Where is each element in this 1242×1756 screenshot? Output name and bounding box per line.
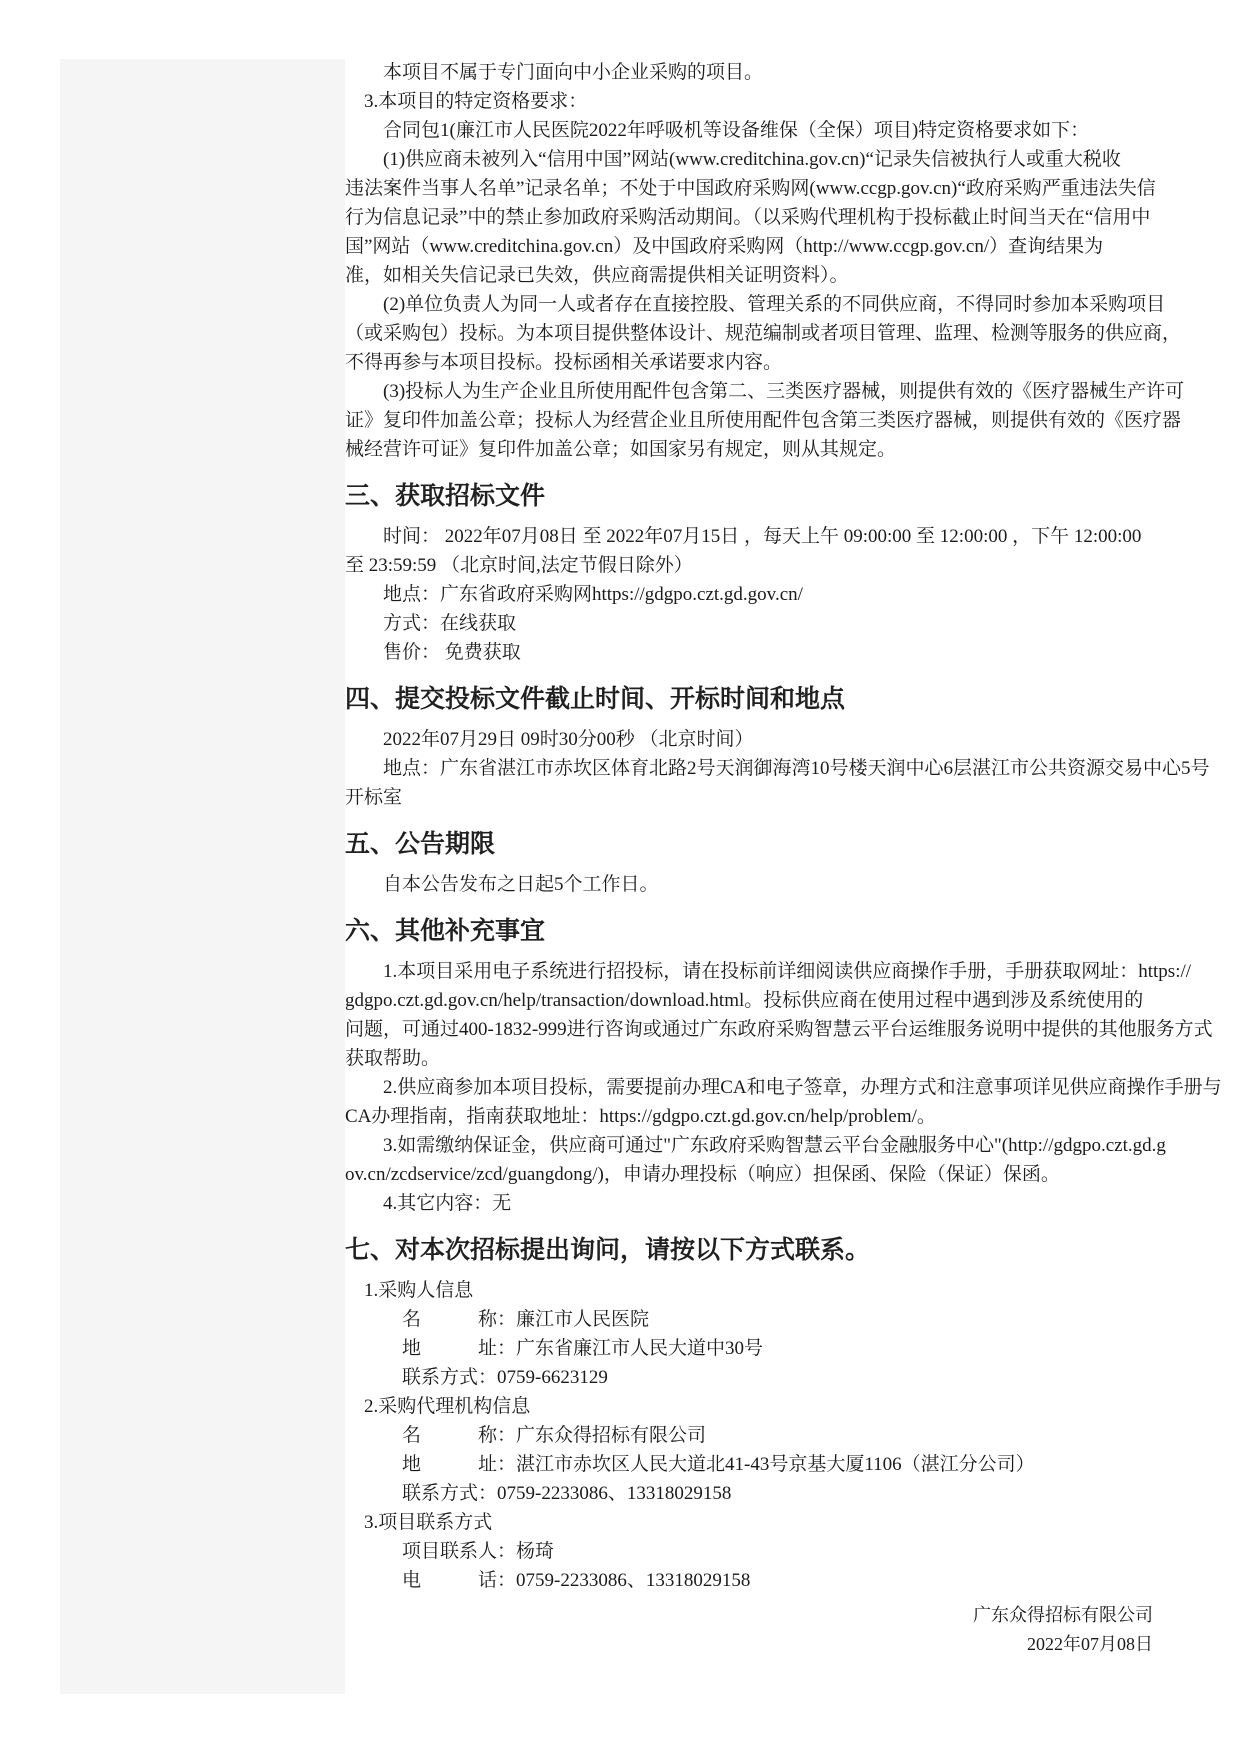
text-line: （或采购包）投标。为本项目提供整体设计、规范编制或者项目管理、监理、检测等服务的供应商， <box>345 323 1182 344</box>
text-line: 3.本项目的特定资格要求： <box>345 91 588 112</box>
text-line: 准，如相关失信记录已失效，供应商需提供相关证明资料）。 <box>345 265 849 286</box>
text-line: 地点：广东省政府采购网https://gdgpo.czt.gd.gov.cn/ <box>345 584 803 605</box>
paragraph <box>345 1392 1157 1421</box>
text-line: 3.如需缴纳保证金，供应商可通过"广东政府采购智慧云平台金融服务中心"(http://gdgpo.czt.gd.g <box>345 1135 1166 1156</box>
paragraph <box>345 754 1210 812</box>
text-line: 方式：在线获取 <box>345 613 517 634</box>
text-line: 2.采购代理机构信息 <box>345 1396 531 1417</box>
text-line: 2.供应商参加本项目投标，需要提前办理CA和电子签章，办理方式和注意事项详见供应商操作手册与 <box>345 1077 1222 1098</box>
text-line: 联系方式：0759-6623129 <box>345 1367 608 1388</box>
section-heading: 四、提交投标文件截止时间、开标时间和地点 <box>345 685 846 713</box>
text-line: 开标室 <box>345 787 403 808</box>
text-line: 地 址：湛江市赤坎区人民大道北41-43号京基大厦1106（湛江分公司） <box>345 1454 1035 1475</box>
text-line: 电 话：0759-2233086、13318029158 <box>345 1570 751 1591</box>
text-line: 不得再参与本项目投标。投标函相关承诺要求内容。 <box>345 352 783 373</box>
paragraph <box>345 1189 1157 1218</box>
paragraph <box>345 1334 1157 1363</box>
section-heading: 三、获取招标文件 <box>345 482 546 510</box>
text-line: 证》复印件加盖公章；投标人为经营企业且所使用配件包含第三类医疗器械，则提供有效的《医疗器 <box>345 410 1182 431</box>
text-line: 本项目不属于专门面向中小企业采购的项目。 <box>345 62 764 83</box>
text-line: 1.本项目采用电子系统进行招投标，请在投标前详细阅读供应商操作手册，手册获取网址：https:// <box>345 961 1192 982</box>
paragraph <box>345 638 1157 667</box>
left-margin-panel <box>60 59 345 1694</box>
text-line: 地 址：广东省廉江市人民大道中30号 <box>345 1338 764 1359</box>
text-line: (2)单位负责人为同一人或者存在直接控股、管理关系的不同供应商，不得同时参加本采购项目 <box>345 294 1166 315</box>
signoff-company: 广东众得招标有限公司 <box>973 1605 1153 1625</box>
text-line: 合同包1(廉江市人民医院2022年呼吸机等设备维保（全保）项目)特定资格要求如下： <box>345 120 1090 141</box>
paragraph <box>345 1508 1157 1537</box>
paragraph <box>345 1305 1157 1334</box>
text-line: 名 称：广东众得招标有限公司 <box>345 1425 707 1446</box>
text-line: 自本公告发布之日起5个工作日。 <box>345 874 659 895</box>
text-line: 项目联系人：杨琦 <box>345 1541 555 1562</box>
paragraph <box>345 1363 1157 1392</box>
section-heading: 五、公告期限 <box>345 830 496 858</box>
text-line: 行为信息记录”中的禁止参加政府采购活动期间。（以采购代理机构于投标截止时间当天在“信用中 <box>345 207 1151 228</box>
text-line: 2022年07月29日 09时30分00秒 （北京时间） <box>345 729 754 750</box>
text-line: (1)供应商未被列入“信用中国”网站(www.creditchina.gov.cn)“记录失信被执行人或重大税收 <box>345 149 1121 170</box>
text-line: 联系方式：0759-2233086、13318029158 <box>345 1483 732 1504</box>
paragraph <box>345 1131 1166 1189</box>
paragraph <box>345 957 1213 1073</box>
text-line: CA办理指南，指南获取地址：https://gdgpo.czt.gd.gov.cn/help/problem/。 <box>345 1106 936 1127</box>
text-line: 4.其它内容：无 <box>345 1193 512 1214</box>
paragraph <box>345 522 1157 580</box>
paragraph <box>345 1450 1157 1479</box>
text-line: 国”网站（www.creditchina.gov.cn）及中国政府采购网（http://www.ccgp.gov.cn/）查询结果为 <box>345 236 1104 257</box>
text-line: 至 23:59:59 （北京时间,法定节假日除外） <box>345 555 693 576</box>
signoff-date: 2022年07月08日 <box>1027 1634 1153 1654</box>
paragraph <box>345 1566 1157 1595</box>
text-line: ov.cn/zcdservice/zcd/guangdong/)，申请办理投标（响应）担保函、保险（保证）保函。 <box>345 1164 1060 1185</box>
text-line: (3)投标人为生产企业且所使用配件包含第二、三类医疗器械，则提供有效的《医疗器械生产许可 <box>345 381 1185 402</box>
signoff-block <box>345 1601 1157 1659</box>
paragraph <box>345 1276 1157 1305</box>
text-line: gdgpo.czt.gd.gov.cn/help/transaction/download.html。投标供应商在使用过程中遇到涉及系统使用的 <box>345 990 1144 1011</box>
text-line: 1.采购人信息 <box>345 1280 474 1301</box>
paragraph <box>345 870 1157 899</box>
text-line: 时间： 2022年07月08日 至 2022年07月15日 ，每天上午 09:00:00 至 12:00:00 ，下午 12:00:00 <box>345 526 1142 547</box>
text-line: 违法案件当事人名单”记录名单；不处于中国政府采购网(www.ccgp.gov.cn)“政府采购严重违法失信 <box>345 178 1156 199</box>
text-line: 名 称：廉江市人民医院 <box>345 1309 650 1330</box>
text-line: 地点：广东省湛江市赤坎区体育北路2号天润御海湾10号楼天润中心6层湛江市公共资源交易中心5号 <box>345 758 1210 779</box>
paragraph <box>345 580 1157 609</box>
text-line: 获取帮助。 <box>345 1048 441 1069</box>
paragraph <box>345 1537 1157 1566</box>
paragraph <box>345 1073 1222 1131</box>
paragraph <box>345 609 1157 638</box>
qualification-requirements-block <box>345 58 1185 464</box>
text-line: 3.项目联系方式 <box>345 1512 493 1533</box>
text-line: 问题，可通过400-1832-999进行咨询或通过广东政府采购智慧云平台运维服务说明中提供的其他服务方式 <box>345 1019 1213 1040</box>
announcement-body <box>345 0 1222 1659</box>
paragraph <box>345 1479 1157 1508</box>
announcement-sections <box>345 479 1222 1595</box>
section-heading: 七、对本次招标提出询问，请按以下方式联系。 <box>345 1236 871 1264</box>
text-line: 械经营许可证》复印件加盖公章；如国家另有规定，则从其规定。 <box>345 439 897 460</box>
section-heading: 六、其他补充事宜 <box>345 917 546 945</box>
paragraph <box>345 1421 1157 1450</box>
text-line: 售价： 免费获取 <box>345 642 521 663</box>
paragraph <box>345 725 1157 754</box>
